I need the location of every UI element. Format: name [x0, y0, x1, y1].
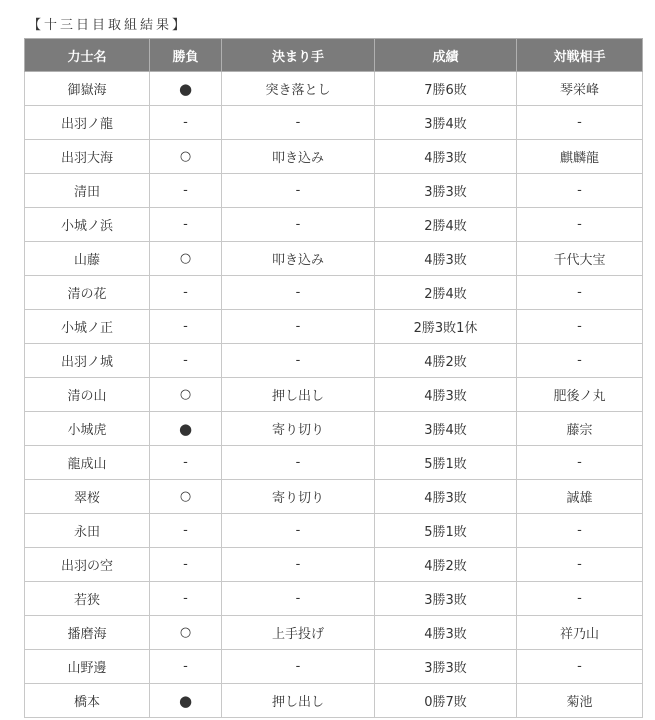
wrestler-name-cell: 小城虎	[25, 412, 150, 446]
opponent-cell: -	[517, 310, 643, 344]
opponent-cell: -	[517, 582, 643, 616]
table-row	[25, 548, 643, 582]
wrestler-name-cell: 橋本	[25, 684, 150, 718]
result-mark: ○	[150, 242, 222, 276]
wrestler-name-cell: 出羽ノ城	[25, 344, 150, 378]
record-cell: 2勝3敗1休	[375, 310, 517, 344]
record-cell: 4勝3敗	[375, 242, 517, 276]
kimarite-cell: 叩き込み	[222, 242, 375, 276]
opponent-cell: 肥後ノ丸	[517, 378, 643, 412]
kimarite-cell: -	[222, 514, 375, 548]
record-cell: 0勝7敗	[375, 684, 517, 718]
table-row	[25, 344, 643, 378]
record-cell: 3勝4敗	[375, 412, 517, 446]
opponent-cell: -	[517, 650, 643, 684]
wrestler-name-cell: 出羽の空	[25, 548, 150, 582]
result-mark: -	[150, 446, 222, 480]
wrestler-name-cell: 翠桜	[25, 480, 150, 514]
record-cell: 4勝3敗	[375, 480, 517, 514]
wrestler-name-cell: 御嶽海	[25, 72, 150, 106]
kimarite-cell: 上手投げ	[222, 616, 375, 650]
opponent-cell: 千代大宝	[517, 242, 643, 276]
result-mark: ●	[150, 684, 222, 718]
opponent-cell: -	[517, 514, 643, 548]
result-mark: ●	[150, 72, 222, 106]
table-row	[25, 242, 643, 276]
kimarite-cell: 押し出し	[222, 684, 375, 718]
wrestler-name-cell: 清の花	[25, 276, 150, 310]
table-row	[25, 208, 643, 242]
table-row	[25, 650, 643, 684]
kimarite-cell: -	[222, 310, 375, 344]
table-row	[25, 174, 643, 208]
opponent-cell: -	[517, 446, 643, 480]
wrestler-name-cell: 出羽ノ龍	[25, 106, 150, 140]
table-row	[25, 582, 643, 616]
header-result: 勝負	[150, 39, 222, 72]
wrestler-name-cell: 出羽大海	[25, 140, 150, 174]
table-body	[25, 72, 643, 718]
kimarite-cell: -	[222, 276, 375, 310]
kimarite-cell: 押し出し	[222, 378, 375, 412]
result-mark: -	[150, 276, 222, 310]
result-mark: -	[150, 208, 222, 242]
record-cell: 3勝3敗	[375, 582, 517, 616]
table-row	[25, 378, 643, 412]
table-row	[25, 140, 643, 174]
record-cell: 2勝4敗	[375, 208, 517, 242]
kimarite-cell: -	[222, 208, 375, 242]
wrestler-name-cell: 龍成山	[25, 446, 150, 480]
record-cell: 5勝1敗	[375, 446, 517, 480]
kimarite-cell: 寄り切り	[222, 412, 375, 446]
record-cell: 3勝3敗	[375, 650, 517, 684]
opponent-cell: -	[517, 276, 643, 310]
wrestler-name-cell: 山野邊	[25, 650, 150, 684]
result-mark: -	[150, 514, 222, 548]
result-mark: ●	[150, 412, 222, 446]
header-record: 成績	[375, 39, 517, 72]
kimarite-cell: -	[222, 106, 375, 140]
opponent-cell: 藤宗	[517, 412, 643, 446]
record-cell: 3勝3敗	[375, 174, 517, 208]
table-row	[25, 446, 643, 480]
result-mark: ○	[150, 480, 222, 514]
result-mark: -	[150, 548, 222, 582]
opponent-cell: 麒麟龍	[517, 140, 643, 174]
opponent-cell: 琴栄峰	[517, 72, 643, 106]
table-row	[25, 276, 643, 310]
header-kimarite: 決まり手	[222, 39, 375, 72]
result-mark: -	[150, 174, 222, 208]
table-row	[25, 72, 643, 106]
header-row	[25, 39, 643, 72]
kimarite-cell: -	[222, 344, 375, 378]
result-mark: ○	[150, 140, 222, 174]
opponent-cell: 誠雄	[517, 480, 643, 514]
opponent-cell: -	[517, 548, 643, 582]
opponent-cell: -	[517, 208, 643, 242]
table-row	[25, 310, 643, 344]
wrestler-name-cell: 清の山	[25, 378, 150, 412]
kimarite-cell: -	[222, 548, 375, 582]
wrestler-name-cell: 若狭	[25, 582, 150, 616]
record-cell: 5勝1敗	[375, 514, 517, 548]
opponent-cell: -	[517, 344, 643, 378]
kimarite-cell: -	[222, 650, 375, 684]
record-cell: 4勝3敗	[375, 378, 517, 412]
opponent-cell: -	[517, 174, 643, 208]
wrestler-name-cell: 小城ノ浜	[25, 208, 150, 242]
kimarite-cell: 突き落とし	[222, 72, 375, 106]
result-mark: -	[150, 310, 222, 344]
header-wrestler-name: 力士名	[25, 39, 150, 72]
kimarite-cell: 寄り切り	[222, 480, 375, 514]
table-row	[25, 106, 643, 140]
record-cell: 2勝4敗	[375, 276, 517, 310]
result-mark: -	[150, 650, 222, 684]
table-row	[25, 412, 643, 446]
record-cell: 7勝6敗	[375, 72, 517, 106]
wrestler-name-cell: 永田	[25, 514, 150, 548]
opponent-cell: 祥乃山	[517, 616, 643, 650]
record-cell: 3勝4敗	[375, 106, 517, 140]
result-mark: -	[150, 582, 222, 616]
table-row	[25, 616, 643, 650]
wrestler-name-cell: 清田	[25, 174, 150, 208]
kimarite-cell: -	[222, 582, 375, 616]
kimarite-cell: 叩き込み	[222, 140, 375, 174]
wrestler-name-cell: 播磨海	[25, 616, 150, 650]
opponent-cell: 菊池	[517, 684, 643, 718]
table-row	[25, 480, 643, 514]
result-mark: -	[150, 106, 222, 140]
results-table	[24, 38, 643, 718]
result-mark: -	[150, 344, 222, 378]
wrestler-name-cell: 山藤	[25, 242, 150, 276]
record-cell: 4勝2敗	[375, 344, 517, 378]
record-cell: 4勝2敗	[375, 548, 517, 582]
wrestler-name-cell: 小城ノ正	[25, 310, 150, 344]
table-header	[25, 39, 643, 72]
kimarite-cell: -	[222, 446, 375, 480]
table-row	[25, 684, 643, 718]
opponent-cell: -	[517, 106, 643, 140]
table-row	[25, 514, 643, 548]
record-cell: 4勝3敗	[375, 140, 517, 174]
result-mark: ○	[150, 616, 222, 650]
record-cell: 4勝3敗	[375, 616, 517, 650]
result-mark: ○	[150, 378, 222, 412]
kimarite-cell: -	[222, 174, 375, 208]
table-caption: 【十三日目取組結果】	[28, 18, 189, 33]
header-opponent: 対戦相手	[517, 39, 643, 72]
